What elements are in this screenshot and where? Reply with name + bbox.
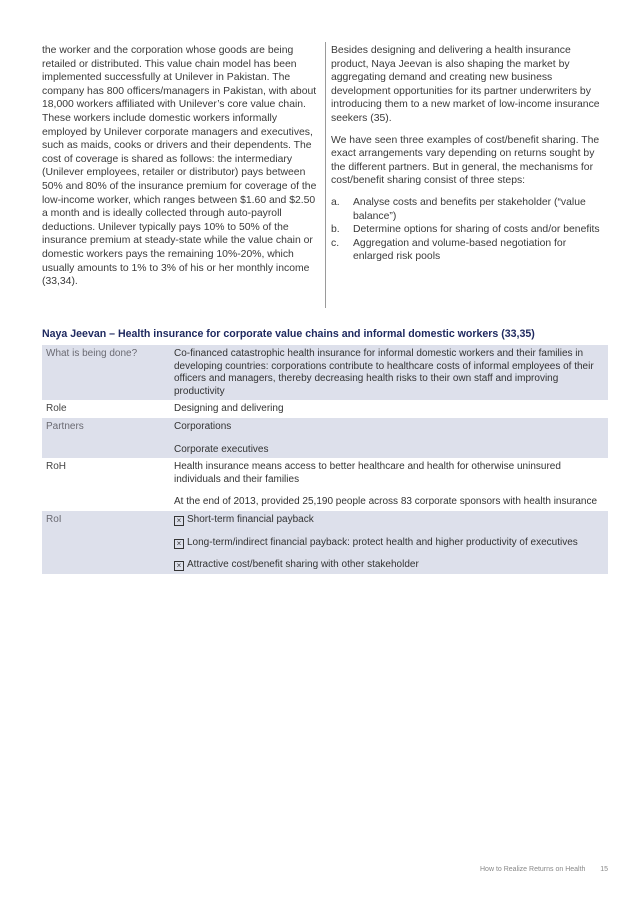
roi-text: Long-term/indirect financial payback: protect health and higher productivity of executives xyxy=(187,536,578,548)
row-value: Co-financed catastrophic health insurance for informal domestic workers and their families in developing countries: corporations contribute to healthcare costs of informal employees of their officers and managers, thereby decreasing health risks to their own staff and improving productivity xyxy=(170,345,608,400)
checked-box-icon: × xyxy=(174,516,184,526)
row-label: What is being done? xyxy=(42,345,170,400)
steps-list xyxy=(331,196,606,264)
row-value xyxy=(170,418,608,458)
list-text: Aggregation and volume-based negotiation for enlarged risk pools xyxy=(353,237,567,263)
row-label: RoH xyxy=(46,461,67,473)
checked-box-icon: × xyxy=(174,561,184,571)
list-marker: c. xyxy=(331,237,340,249)
body-paragraph: the worker and the corporation whose goods are being retailed or distributed. This value chain model has been implemented successfully at Unilever in Pakistan. The company has 800 officers/managers in Pakistan, with about 18,000 workers affiliated with Unilever’s core value chain. These workers include domestic workers informally employed by Unilever corporate managers and executives, such as maids, cooks or drivers and their dependents. The cost of coverage is shared as follows: the intermediary (Unilever employees, retailer or distributor) pays between 50% and 80% of the insurance premium for coverage of the low-income worker, which ranges between $1.60 and $2.50 a month and is ideally collected through auto-payroll deductions. Unilever typically pays 10% to 50% of the insurance premium at steady-state while the value chain or domestic workers pays the remaining 10%-20%, which usually amounts to 1% to 3% of his or her monthly income (33,34). xyxy=(42,45,317,288)
column-divider xyxy=(325,42,326,308)
row-value xyxy=(170,458,608,511)
body-paragraph: We have seen three examples of cost/benefit sharing. The exact arrangements vary depending on returns sought by the different partners. But in general, the mechanisms for cost/benefit sharing consist of three steps: xyxy=(331,134,600,187)
left-column xyxy=(42,44,320,297)
roh-text: Health insurance means access to better healthcare and health for otherwise uninsured individuals and their families xyxy=(174,461,561,485)
case-box-title: Naya Jeevan – Health insurance for corporate value chains and informal domestic workers (33,35) xyxy=(42,328,535,340)
row-label: RoI xyxy=(42,511,170,574)
roi-text: Attractive cost/benefit sharing with other stakeholder xyxy=(187,559,419,571)
list-text: Determine options for sharing of costs and/or benefits xyxy=(353,224,600,236)
row-label: Role xyxy=(46,403,67,415)
list-item xyxy=(331,223,606,237)
page-footer xyxy=(480,866,608,873)
checked-box-icon: × xyxy=(174,539,184,549)
roi-text: Short-term financial payback xyxy=(187,513,314,525)
footer-title: How to Realize Returns on Health xyxy=(480,866,586,873)
case-table xyxy=(42,345,608,574)
table-row xyxy=(42,400,608,418)
row-label: Partners xyxy=(42,418,170,458)
table-row xyxy=(42,418,608,458)
page-number: 15 xyxy=(600,866,608,873)
list-item xyxy=(331,237,606,264)
row-value xyxy=(170,511,608,574)
row-value: Designing and delivering xyxy=(174,403,284,415)
list-marker: b. xyxy=(331,224,340,236)
right-column xyxy=(331,44,606,264)
list-marker: a. xyxy=(331,196,340,208)
body-paragraph: Besides designing and delivering a health insurance product, Naya Jeevan is also shaping the market by aggregating demand and creating new business development opportunities for its partner underwriters by introducing them to a new market of low-income insurance seekers (35). xyxy=(331,45,600,124)
list-text: Analyse costs and benefits per stakeholder (“value balance”) xyxy=(353,196,586,222)
table-row xyxy=(42,511,608,574)
list-item xyxy=(331,196,606,223)
table-row xyxy=(42,345,608,400)
partner: Corporations xyxy=(174,420,232,432)
table-row xyxy=(42,458,608,511)
roh-text: At the end of 2013, provided 25,190 people across 83 corporate sponsors with health insurance xyxy=(174,496,598,508)
partner: Corporate executives xyxy=(174,443,269,455)
